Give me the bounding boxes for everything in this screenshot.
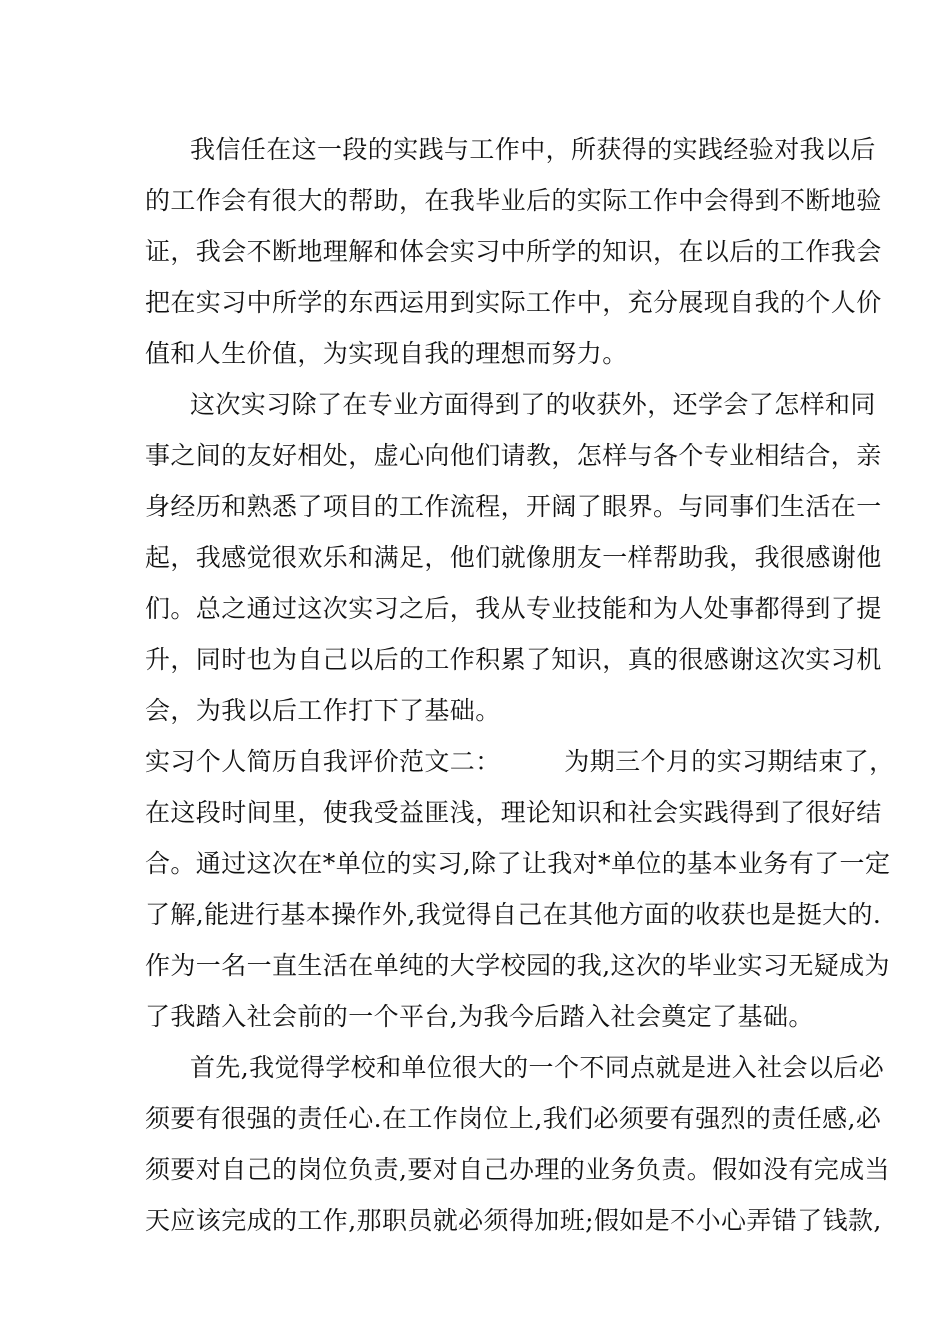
text-line: 们。总之通过这次实习之后，我从专业技能和为人处事都得到了提 [145, 594, 882, 623]
text-line: 合。通过这次在*单位的实习,除了让我对*单位的基本业务有了一定 [145, 849, 891, 878]
text-line: 天应该完成的工作,那职员就必须得加班;假如是不小心弄错了钱款, [145, 1206, 882, 1235]
text-line: 事之间的友好相处，虚心向他们请教，怎样与各个专业相结合，亲 [145, 441, 882, 470]
text-line: 须要有很强的责任心.在工作岗位上,我们必须要有强烈的责任感,必 [145, 1104, 882, 1133]
text-line: 起，我感觉很欢乐和满足，他们就像朋友一样帮助我，我很感谢他 [145, 543, 882, 572]
text-line: 了我踏入社会前的一个平台,为我今后踏入社会奠定了基础。 [145, 1002, 814, 1031]
section-heading-line: 实习个人简历自我评价范文二： 为期三个月的实习期结束了， [145, 747, 895, 776]
text-line: 首先,我觉得学校和单位很大的一个不同点就是进入社会以后必 [190, 1053, 885, 1082]
text-line: 了解,能进行基本操作外,我觉得自己在其他方面的收获也是挺大的. [145, 900, 882, 929]
text-line: 身经历和熟悉了项目的工作流程，开阔了眼界。与同事们生活在一 [145, 492, 882, 521]
text-line: 的工作会有很大的帮助，在我毕业后的实际工作中会得到不断地验 [145, 186, 882, 215]
text-line: 这次实习除了在专业方面得到了的收获外，还学会了怎样和同 [190, 390, 876, 419]
text-line: 证，我会不断地理解和体会实习中所学的知识，在以后的工作我会 [145, 237, 882, 266]
text-line: 在这段时间里，使我受益匪浅，理论知识和社会实践得到了很好结 [145, 798, 882, 827]
text-line: 把在实习中所学的东西运用到实际工作中，充分展现自我的个人价 [145, 288, 882, 317]
text-line: 须要对自己的岗位负责,要对自己办理的业务负责。假如没有完成当 [145, 1155, 890, 1184]
text-line: 作为一名一直生活在单纯的大学校园的我,这次的毕业实习无疑成为 [145, 951, 890, 980]
text-line: 我信任在这一段的实践与工作中，所获得的实践经验对我以后 [190, 135, 876, 164]
text-line: 升，同时也为自己以后的工作积累了知识，真的很感谢这次实习机 [145, 645, 882, 674]
text-line: 会，为我以后工作打下了基础。 [145, 696, 501, 725]
text-line: 值和人生价值，为实现自我的理想而努力。 [145, 339, 628, 368]
